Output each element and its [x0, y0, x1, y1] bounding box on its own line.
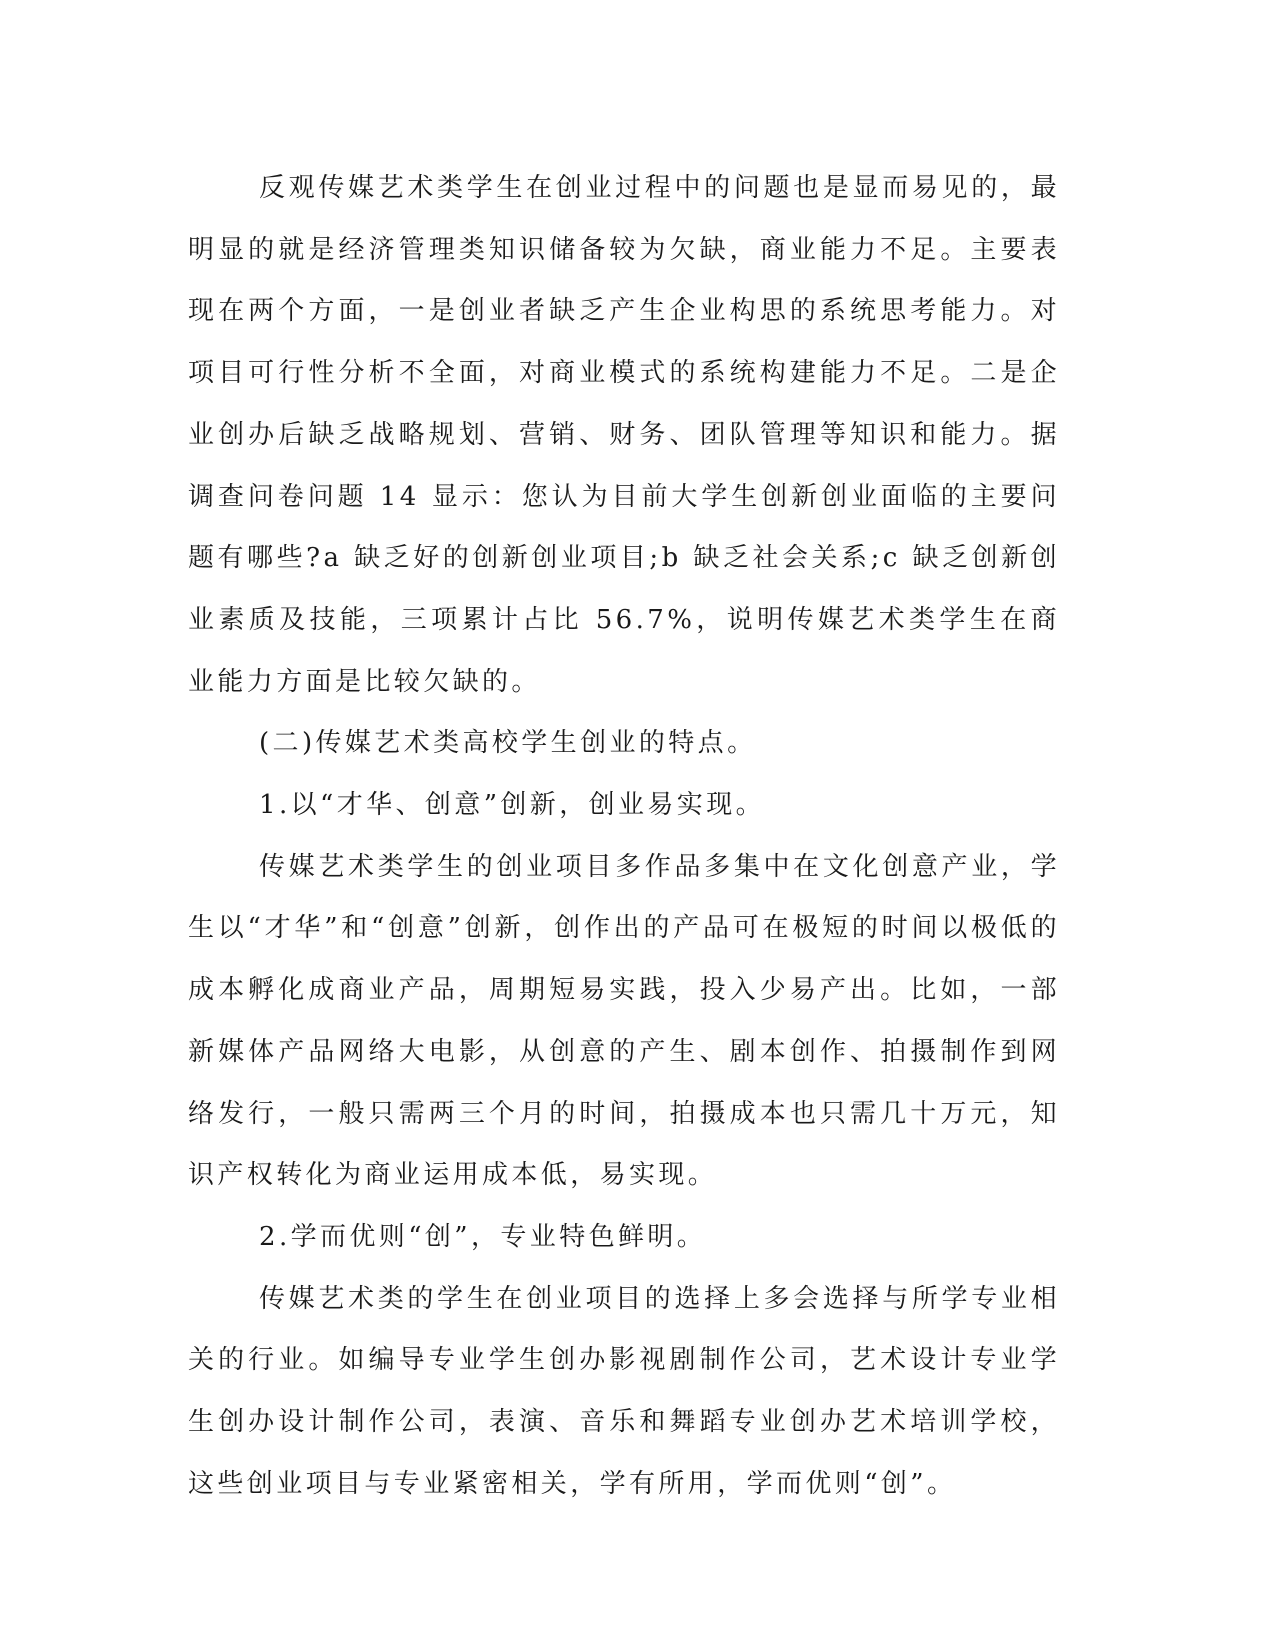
subheading-talent-creativity: 1.以“才华、创意”创新，创业易实现。	[259, 790, 765, 821]
subheading-major-related: 2.学而优则“创”，专业特色鲜明。	[259, 1221, 707, 1252]
paragraph-major-related: 传媒艺术类的学生在创业项目的选择上多会选择与所学专业相关的行业。如编导专业学生创办影视剧制作公司，艺术设计专业学生创办设计制作公司，表演、音乐和舞蹈专业创办艺术培训学校，这些创业项目与专业紧密相关，学有所用，学而优则“创”。	[188, 1283, 1060, 1499]
document-page	[188, 158, 1060, 1515]
paragraph-creative-industry: 传媒艺术类学生的创业项目多作品多集中在文化创意产业，学生以“才华”和“创意”创新，创作出的产品可在极短的时间以极低的成本孵化成商业产品，周期短易实践，投入少易产出。比如，一部新媒体产品网络大电影，从创意的产生、剧本创作、拍摄制作到网络发行，一般只需两三个月的时间，拍摄成本也只需几十万元，知识产权转化为商业运用成本低，易实现。	[188, 851, 1060, 1191]
section-heading-characteristics: (二)传媒艺术类高校学生创业的特点。	[259, 728, 757, 759]
paragraph-business-ability: 反观传媒艺术类学生在创业过程中的问题也是显而易见的，最明显的就是经济管理类知识储备较为欠缺，商业能力不足。主要表现在两个方面，一是创业者缺乏产生企业构思的系统思考能力。对项目可行性分析不全面，对商业模式的系统构建能力不足。二是企业创办后缺乏战略规划、营销、财务、团队管理等知识和能力。据调查问卷问题 14 显示：您认为目前大学生创新创业面临的主要问题有哪些?a 缺乏好的创新创业项目;b 缺乏社会关系;c 缺乏创新创业素质及技能，三项累计占比 56.7%，说明传媒艺术类学生在商业能力方面是比较欠缺的。	[188, 173, 1060, 697]
